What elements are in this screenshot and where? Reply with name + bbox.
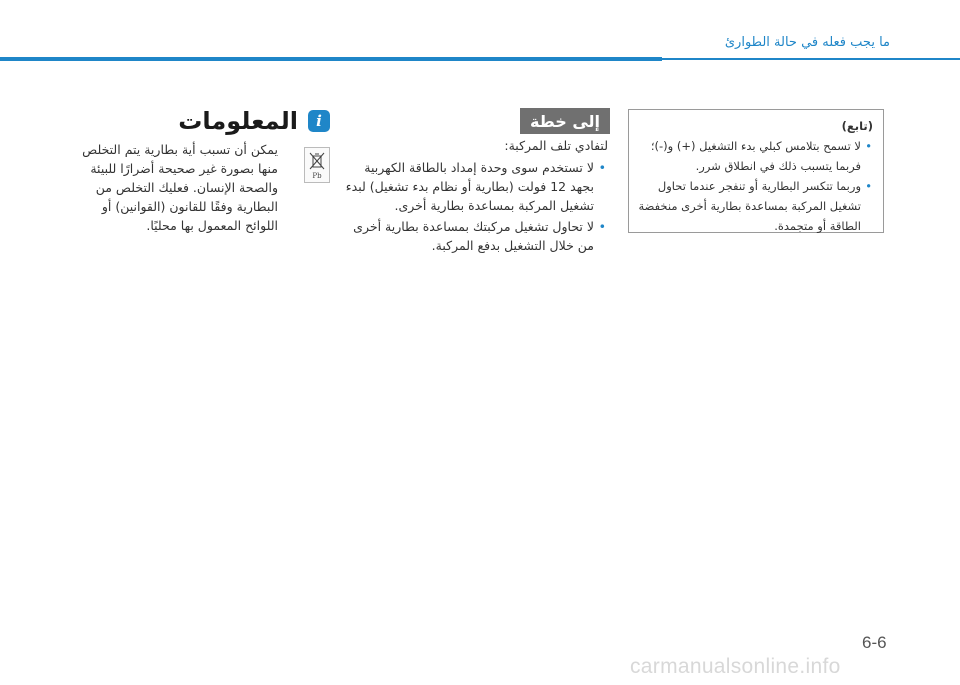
header-accent-bar (0, 57, 662, 61)
note-title: (تابع) (841, 119, 873, 133)
caution-item: • لا تحاول تشغيل مركبتك بمساعدة بطارية أخرى من خلال التشغيل بدفع المركبة. (344, 217, 594, 255)
watermark: carmanualsonline.info (630, 655, 841, 678)
crossed-bin-icon (304, 147, 330, 183)
caution-heading: إلى خطة (520, 108, 610, 134)
page-number: 6-6 (862, 633, 887, 652)
info-heading-text: المعلومات (178, 107, 298, 135)
info-body: يمكن أن تسبب أية بطارية يتم التخلص منها بصورة غير صحيحة أضرارًا للبيئة والصحة الإنسان. فعليك التخلص من البطارية وفقًا للقانون (القوانين) أو اللوائح المعمول بها محليًا. (82, 142, 278, 233)
bin-label: Pb (312, 172, 322, 180)
note-item: • وربما تتكسر البطارية أو تنفجر عندما تحاول تشغيل المركبة بمساعدة بطارية أخرى منخفضة الطاقة أو متجمدة. (637, 176, 861, 236)
note-item: • لا تسمح بتلامس كبلي بدء التشغيل (+) و(-)؛ فربما يتسبب ذلك في انطلاق شرر. (637, 136, 861, 176)
caution-item: • لا تستخدم سوى وحدة إمداد بالطاقة الكهربية بجهد 12 فولت (بطارية أو نظام بدء تشغيل) لبدء تشغيل المركبة بمساعدة بطارية أخرى. (344, 158, 594, 215)
section-title: ما يجب فعله في حالة الطوارئ (724, 35, 890, 50)
note-box (628, 109, 884, 233)
note-list (637, 136, 873, 236)
caution-list (344, 158, 608, 257)
caution-intro: لتفادي تلف المركبة: (504, 138, 608, 153)
info-heading (178, 107, 330, 135)
info-icon: i (308, 110, 330, 132)
